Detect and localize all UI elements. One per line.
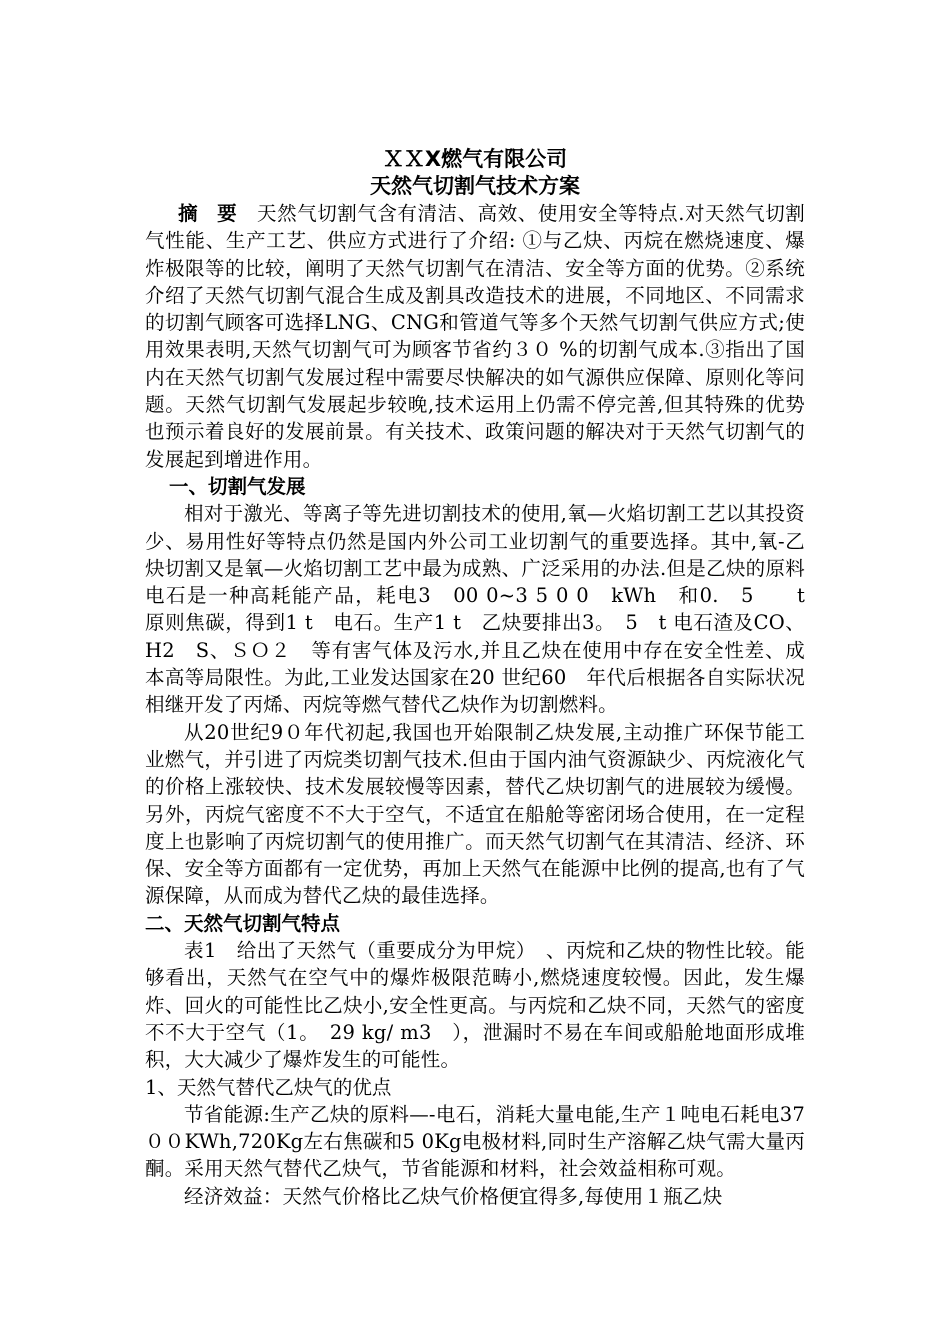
section-heading-characteristics: 二、天然气切割气特点	[145, 911, 341, 935]
abstract-paragraph	[145, 200, 805, 473]
section-heading-development: 一、切割气发展	[169, 474, 306, 498]
subsection-paragraph-economic: 经济效益：天然气价格比乙炔气价格便宜得多,每使用１瓶乙炔	[184, 1184, 723, 1208]
section1-paragraph-2: 从20世纪9０年代初起,我国也开始限制乙炔发展,主动推广环保节能工业燃气，并引进了丙烷类切割气技术.但由于国内油气资源缺少、丙烷液化气的价格上涨较快、技术发展较慢等因素，替代乙炔切割气的进展较为缓慢。另外，丙烷气密度不不大于空气，不适宜在船舱等密闭场合使用，在一定程度上也影响了丙烷切割气的使用推广。而天然气切割气在其清洁、经济、环保、安全等方面都有一定优势，再加上天然气在能源中比例的提高,也有了气源保障，从而成为替代乙炔的最佳选择。	[145, 720, 805, 908]
company-name: ＸＸX燃气有限公司	[382, 147, 568, 171]
section1-paragraph-1: 相对于激光、等离子等先进切割技术的使用,氧—火焰切割工艺以其投资少、易用性好等特点仍然是国内外公司工业切割气的重要选择。其中,氧-乙炔切割又是氧—火焰切割工艺中最为成熟、广泛采用的办法.但是乙炔的原料电石是一种高耗能产品，耗电3 00 0~3 5 0 0 kWh 和0. 5 t 原则焦碳，得到1 t 电石。生产1 t 乙炔要排出3。 5 t 电石渣及CO、H2 S、ＳＯ２ 等有害气体及污水,并且乙炔在使用中存在安全性差、成本高等局限性。为此,工业发达国家在20 世纪60 年代后根据各自实际状况相继开发了丙烯、丙烷等燃气替代乙炔作为切割燃料。	[145, 502, 832, 717]
section2-paragraph-1: 表1 给出了天然气（重要成分为甲烷） 、丙烷和乙炔的物性比较。能够看出，天然气在空气中的爆炸极限范畴小,燃烧速度较慢。因此，发生爆炸、回火的可能性比乙炔小,安全性更高。与丙烷和乙炔不同，天然气的密度不不大于空气（1。 29 kg/ m3 ），泄漏时不易在车间或船舱地面形成堆积，大大减少了爆炸发生的可能性。	[145, 939, 805, 1072]
subsection-heading-advantages: 1、天然气替代乙炔气的优点	[145, 1075, 392, 1099]
subsection-paragraph-energy: 节省能源:生产乙炔的原料—-电石，消耗大量电能,生产１吨电石耗电37００KWh,720Kg左右焦碳和5 0Kg电极材料,同时生产溶解乙炔气需大量丙酮。采用天然气替代乙炔气，节省能源和材料，社会效益相称可观。	[145, 1102, 805, 1181]
document-title: 天然气切割气技术方案	[370, 174, 580, 198]
abstract-text: 天然气切割气含有清洁、高效、使用安全等特点.对天然气切割气性能、生产工艺、供应方式进行了介绍: ①与乙炔、丙烷在燃烧速度、爆炸极限等的比较，阐明了天然气切割气在清洁、安全等方面的优势。②系统介绍了天然气切割气混合生成及割具改造技术的进展，不同地区、不同需求的切割气顾客可选择LNG、CNG和管道气等多个天然气切割气供应方式;使用效果表明,天然气切割气可为顾客节省约３０ %的切割气成本.③指出了国内在天然气切割气发展过程中需要尽快解决的如气源供应保障、原则化等问题。天然气切割气发展起步较晚,技术运用上仍需不停完善,但其特殊的优势也预示着良好的发展前景。有关技术、政策问题的解决对于天然气切割气的发展起到增进作用。	[145, 202, 805, 471]
abstract-label: 摘 要	[178, 202, 244, 225]
document-page	[145, 146, 832, 1210]
